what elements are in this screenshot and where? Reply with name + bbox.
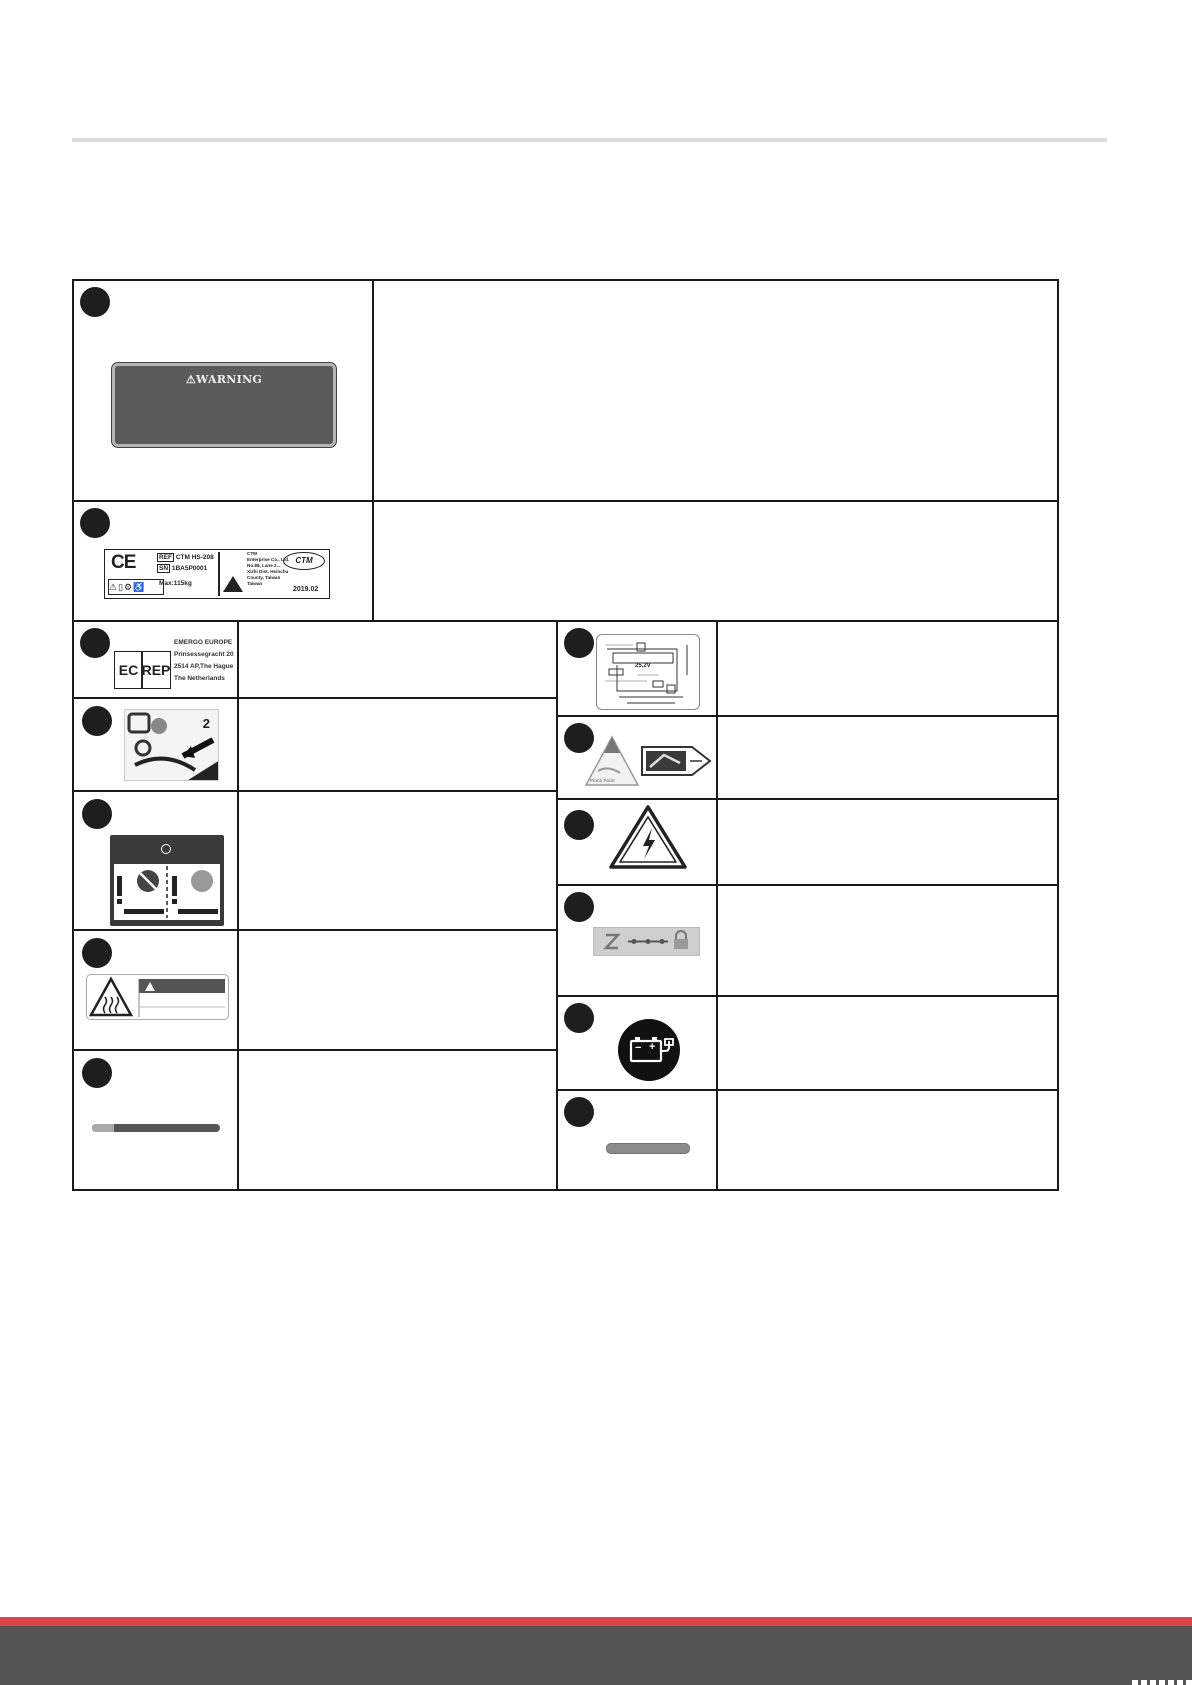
- item-number-badge: [80, 287, 110, 317]
- pinch-point-label-image: [584, 729, 716, 793]
- ctm-logo-text: CTM: [295, 556, 313, 565]
- ref-box: REF: [159, 554, 172, 561]
- strip-label-image: [92, 1124, 220, 1132]
- label-cell-5-image: [72, 790, 239, 931]
- item-number-badge: [82, 1058, 112, 1088]
- item-number-badge: [82, 799, 112, 829]
- manufacturer-icon: [223, 576, 243, 592]
- item-number-badge: [80, 628, 110, 658]
- label-cell-7-image: [72, 1049, 239, 1191]
- label-cell-13-image: [556, 1089, 718, 1191]
- item-number-badge: [82, 706, 112, 736]
- sn-box: SN: [159, 565, 169, 572]
- footer-page-marks: [1132, 1680, 1192, 1685]
- label-cell-12-description: [716, 995, 1059, 1091]
- header-divider: [72, 138, 1107, 142]
- battery-minus: −: [635, 1042, 642, 1054]
- warning-triangle-icon: ⚠: [185, 373, 197, 386]
- ref-value: CTM HS-208: [175, 554, 214, 561]
- label-cell-10-description: [716, 798, 1059, 886]
- label-cell-3-image: [72, 620, 239, 699]
- rep-box: REP: [141, 651, 171, 689]
- lock-icon: [676, 931, 686, 939]
- label-cell-4-image: [72, 697, 239, 792]
- wiring-voltage-text: 25.2V: [635, 663, 651, 669]
- nameplate-divider: [218, 552, 220, 596]
- item-number-badge: [564, 1097, 594, 1127]
- ec-box: EC: [114, 651, 143, 689]
- item-number-badge: [564, 628, 594, 658]
- label-cell-3-description: [237, 620, 558, 699]
- nameplate-symbols-icon: ⚠▯⚙♿: [108, 579, 164, 595]
- label-cell-5-description: [237, 790, 558, 931]
- step-number: 2: [202, 716, 210, 731]
- footer-bar: [0, 1626, 1192, 1685]
- label-cell-1-image: [72, 279, 374, 502]
- battery-plus: +: [649, 1041, 656, 1053]
- label-cell-10-image: [556, 798, 718, 886]
- label-cell-9-image: [556, 715, 718, 800]
- label-cell-6-description: [237, 929, 558, 1051]
- label-cell-4-description: [237, 697, 558, 792]
- manufacturer-lines: CTM Enterprise Co., Ltd. No.88, Lane 2... Xizhi Dist. Hsinchu County, Taiwan Taiwan: [247, 551, 290, 586]
- connector-z-icon: [606, 935, 618, 948]
- ce-mark-icon: CE: [111, 552, 136, 573]
- label-cell-2-description: [372, 500, 1059, 622]
- label-cell-2-image: [72, 500, 374, 622]
- electrical-hazard-icon: [608, 804, 688, 870]
- pinch-point-text: Pinch Point: [590, 778, 615, 783]
- label-circle-icon: [161, 844, 171, 854]
- ctm-logo: [283, 552, 325, 570]
- release-lever-pictogram: [124, 709, 219, 781]
- label-cell-12-image: [556, 995, 718, 1091]
- battery-charge-icon: [618, 1019, 680, 1081]
- warning-label-title: WARNING: [196, 373, 263, 386]
- hot-surface-label-image: [86, 974, 229, 1020]
- label-cell-1-description: [372, 279, 1059, 502]
- product-nameplate-image: [104, 549, 330, 599]
- item-number-badge: [564, 810, 594, 840]
- label-cell-6-image: [72, 929, 239, 1051]
- ec-rep-address: EMERGO EUROPE Prinsessegracht 20 2514 AP,The Hague The Netherlands: [174, 639, 234, 682]
- footer-accent-bar: [0, 1617, 1192, 1626]
- label-cell-11-description: [716, 884, 1059, 997]
- label-cell-8-image: [556, 620, 718, 717]
- no-riding-label-image: [110, 835, 224, 926]
- label-cell-8-description: [716, 620, 1059, 717]
- item-number-badge: [80, 508, 110, 538]
- max-load-value: Max:115kg: [159, 580, 192, 587]
- item-number-badge: [564, 1003, 594, 1033]
- sn-value: 1BA5P0001: [171, 565, 208, 572]
- item-number-badge: [82, 938, 112, 968]
- warning-label-image: [112, 363, 336, 447]
- label-cell-7-description: [237, 1049, 558, 1191]
- manufacture-year: 2019.02: [293, 586, 319, 593]
- label-cell-9-description: [716, 715, 1059, 800]
- label-cell-11-image: [556, 884, 718, 997]
- strip-label-image: [606, 1143, 690, 1154]
- item-number-badge: [564, 892, 594, 922]
- label-cell-13-description: [716, 1089, 1059, 1191]
- wiring-diagram-image: [596, 634, 700, 710]
- connector-label-image: [593, 927, 700, 956]
